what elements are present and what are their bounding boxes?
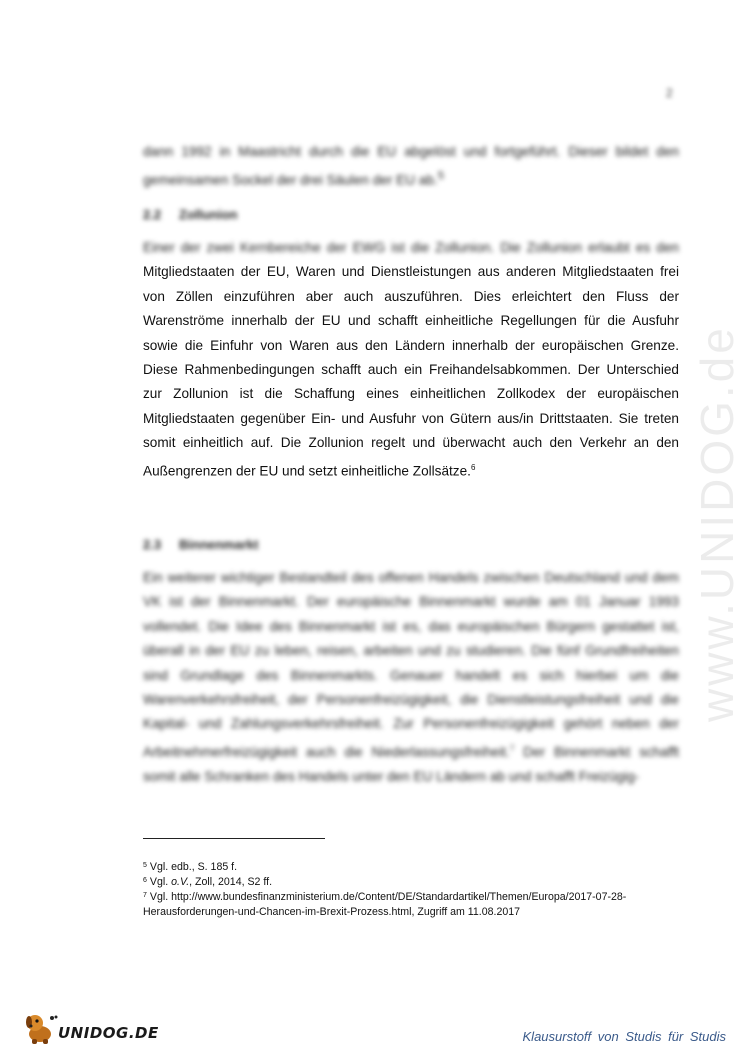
footnote bbox=[143, 859, 683, 874]
footnote-text: Vgl. bbox=[149, 876, 172, 889]
footnote-ref: 5 bbox=[437, 170, 445, 183]
section-number: 2.3 bbox=[143, 537, 162, 552]
zollunion-paragraph bbox=[143, 236, 679, 484]
section-heading-zollunion bbox=[143, 207, 237, 222]
footnote-number: 5 bbox=[143, 862, 147, 869]
section-title: Zollunion bbox=[179, 207, 238, 222]
dog-mascot-icon bbox=[22, 1010, 58, 1046]
footnotes bbox=[143, 859, 683, 919]
tagline: Klausurstoff von Studis für Studis bbox=[522, 1029, 726, 1044]
zollunion-blurred-lead: Einer der zwei Kernbereiche der EWG ist die Zollunion. Die Zollunion erlaubt es den bbox=[143, 240, 679, 255]
zollunion-text: Mitgliedstaaten der EU, Waren und Dienstleistungen aus anderen Mitgliedstaaten frei von Zöllen einzuführen aber auch auszuführen. Dies erleichtert den Fluss der Warenströme innerhalb der EU und schafft einheitliche Regellungen für die Ausfuhr sowie die Einfuhr von Waren aus den Ländern innerhalb der europäischen Grenze. Diese Rahmenbedingungen schafft auch ein Freihandelsabkommen. Der Unterschied zur Zollunion ist die Schaffung eines einheitlichen Zollkodex der europäischen Mitgliedstaaten gegenüber Ein- und Ausfuhr von Gütern aus/in Drittstaaten. Sie treten somit einheitlich auf. Die Zollunion regelt und überwacht auch den Verkehr an den Außengrenzen der EU und setzt einheitliche Zollsätze. bbox=[143, 264, 679, 479]
unidog-logo[interactable] bbox=[22, 1010, 159, 1050]
intro-text: dann 1992 in Maastricht durch die EU abgelöst und fortgeführt. Dieser bildet den gemeinsamen Sockel der drei Säulen der EU ab. bbox=[143, 144, 679, 188]
intro-paragraph bbox=[143, 140, 679, 193]
footnote bbox=[143, 889, 683, 918]
watermark: www.UNIDOG.de bbox=[691, 325, 743, 722]
footnote-ref: 6 bbox=[470, 462, 476, 472]
page-number: 2 bbox=[666, 86, 673, 100]
section-number: 2.2 bbox=[143, 207, 162, 222]
section-title: Binnenmarkt bbox=[179, 537, 259, 552]
footnote-link-text[interactable]: Vgl. http://www.bundesfinanzministerium.de/Content/DE/Standardartikel/Themen/Europa/2017-07-28-Herausforderungen-und-Chancen-im-Brexit-Prozess.html, Zugriff am 11.08.2017 bbox=[143, 891, 627, 918]
footnote-ref: 7 bbox=[509, 743, 515, 753]
binnenmarkt-text: Ein weiterer wichtiger Bestandteil des offenen Handels zwischen Deutschland und dem VK ist der Binnenmarkt. Der europäische Binnenmarkt wurde am 01 Januar 1993 vollendet. Die Idee des Binnenmarkt ist es, das europäischen Bürgern gestattet ist, überall in der EU zu leben, reisen, arbeiten und zu studieren. Die fünf Grundfreiheiten sind Grundlage des Binnenmarkts. Genauer handelt es sich hierbei um die Warenverkehrsfreiheit, der Personenfreizügigkeit, die Dienstleistungsfreiheit und die Kapital- und Zahlungsverkehrsfreiheit. Zur Personenfreizügigkeit gehört neben der Arbeitnehmerfreizügigkeit auch die Niederlassungsfreiheit. bbox=[143, 570, 679, 760]
binnenmarkt-text-continued: Der Binnenmarkt schafft somit alle Schranken des Handels unter den EU Ländern ab und schafft Freizügig- bbox=[143, 744, 679, 784]
binnenmarkt-paragraph bbox=[143, 566, 679, 789]
footnote-number: 7 bbox=[143, 892, 147, 900]
footnote bbox=[143, 874, 683, 889]
footnote-italic: o.V. bbox=[171, 876, 190, 889]
section-heading-binnenmarkt bbox=[143, 537, 258, 552]
footnote-text-end: , Zoll, 2014, S2 ff. bbox=[189, 876, 273, 889]
logo-text: UNIDOG.DE bbox=[58, 1024, 159, 1042]
footnote-divider bbox=[143, 838, 325, 839]
footnote-text: Vgl. edb., S. 185 f. bbox=[149, 861, 238, 873]
footnote-number: 6 bbox=[143, 877, 147, 885]
